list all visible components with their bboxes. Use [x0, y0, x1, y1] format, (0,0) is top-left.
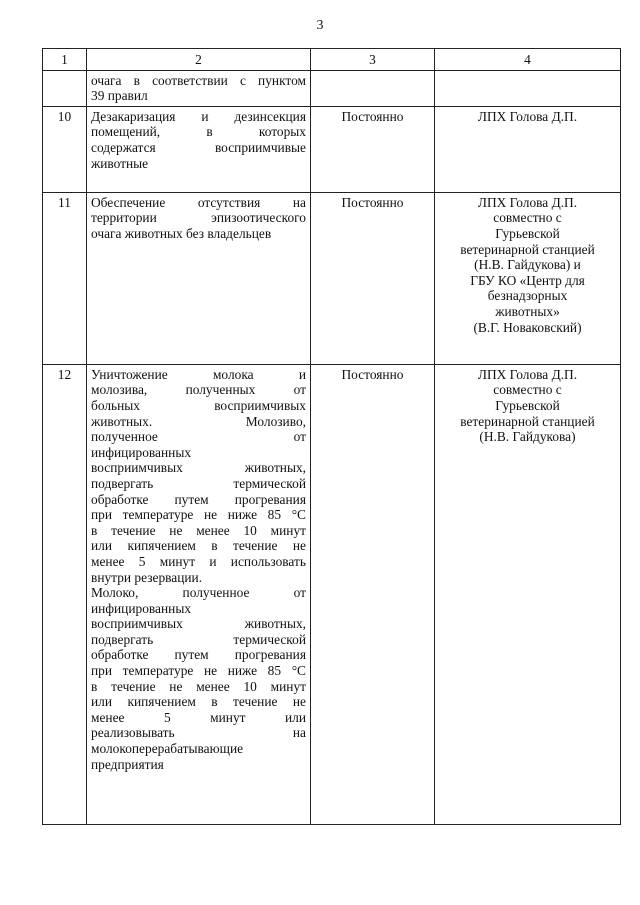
text-line: 39 правил	[91, 88, 148, 104]
text-line: в течение не менее 10 минут	[91, 522, 306, 538]
measure-description	[87, 364, 311, 824]
measures-table	[42, 48, 621, 825]
measure-description	[87, 106, 311, 192]
text-line: менее 5 минут или	[91, 709, 306, 725]
text-line: ГБУ КО «Центр для	[470, 272, 585, 288]
text-line: инфицированных	[91, 444, 192, 460]
text-line: подвергать термической	[91, 475, 306, 491]
text-line: восприимчивых животных,	[91, 616, 306, 632]
text-line: (В.Г. Новаковский)	[473, 319, 582, 335]
text-line: Молоко, полученное от	[91, 585, 306, 601]
text-line: молозива, полученных от	[91, 382, 306, 398]
text-line: совместно с	[493, 210, 562, 226]
text-line: менее 5 минут и использовать	[91, 553, 306, 569]
text-line: содержатся восприимчивые	[91, 139, 306, 155]
text-line: внутри резервации.	[91, 569, 203, 585]
table-row	[43, 364, 621, 824]
text-line: безнадзорных	[487, 288, 568, 304]
header-col-1: 1	[43, 49, 87, 71]
measure-responsible	[435, 70, 621, 106]
measure-period: Постоянно	[311, 192, 435, 364]
page-number: 3	[316, 18, 324, 33]
text-line: Обеспечение отсутствия на	[91, 194, 306, 210]
text-line: ветеринарной станцией	[460, 413, 595, 429]
text-line: ветеринарной станцией	[460, 241, 595, 257]
text-line: животные	[91, 155, 149, 171]
text-line: Дезакаризация и дезинсекция	[91, 108, 306, 124]
measure-description	[87, 192, 311, 364]
text-line: больных восприимчивых	[91, 397, 306, 413]
text-line: инфицированных	[91, 600, 192, 616]
row-number: 12	[43, 364, 87, 824]
text-line: при температуре не ниже 85 °С	[91, 663, 306, 679]
measure-responsible	[435, 364, 621, 824]
text-line: предприятия	[91, 756, 164, 772]
text-line: восприимчивых животных,	[91, 460, 306, 476]
row-number: 11	[43, 192, 87, 364]
text-line: молокоперерабатывающие	[91, 741, 244, 757]
table-row	[43, 106, 621, 192]
measure-period	[311, 70, 435, 106]
text-line: обработке путем прогревания	[91, 647, 306, 663]
text-line: очага в соответствии с пунктом	[91, 72, 306, 88]
table-row-continuation	[43, 70, 621, 106]
measure-description	[87, 70, 311, 106]
text-line: в течение не менее 10 минут	[91, 678, 306, 694]
text-line: совместно с	[493, 382, 562, 398]
text-line: обработке путем прогревания	[91, 491, 306, 507]
measure-responsible	[435, 192, 621, 364]
text-line: ЛПХ Голова Д.П.	[477, 194, 578, 210]
header-col-4: 4	[435, 49, 621, 71]
table-row	[43, 192, 621, 364]
text-line: очага животных без владельцев	[91, 225, 272, 241]
text-line: животных»	[495, 303, 560, 319]
row-number: 10	[43, 106, 87, 192]
row-number	[43, 70, 87, 106]
text-line: полученное от	[91, 429, 306, 445]
text-line: ЛПХ Голова Д.П.	[477, 108, 578, 124]
text-line: (Н.В. Гайдукова)	[479, 429, 576, 445]
measure-responsible	[435, 106, 621, 192]
text-line: ЛПХ Голова Д.П.	[477, 366, 578, 382]
text-line: или кипячением в течение не	[91, 694, 306, 710]
text-line: Гурьевской	[495, 225, 560, 241]
measure-period: Постоянно	[311, 364, 435, 824]
text-line: или кипячением в течение не	[91, 538, 306, 554]
text-line: животных. Молозиво,	[91, 413, 306, 429]
text-line: реализовывать на	[91, 725, 306, 741]
text-line: Уничтожение молока и	[91, 366, 306, 382]
text-line: Гурьевской	[495, 397, 560, 413]
text-line: подвергать термической	[91, 631, 306, 647]
header-col-3: 3	[311, 49, 435, 71]
text-line: (Н.В. Гайдукова) и	[474, 257, 581, 273]
header-row	[43, 49, 621, 71]
header-col-2: 2	[87, 49, 311, 71]
measure-period: Постоянно	[311, 106, 435, 192]
text-line: помещений, в которых	[91, 124, 306, 140]
text-line: территории эпизоотического	[91, 210, 306, 226]
text-line: при температуре не ниже 85 °С	[91, 507, 306, 523]
